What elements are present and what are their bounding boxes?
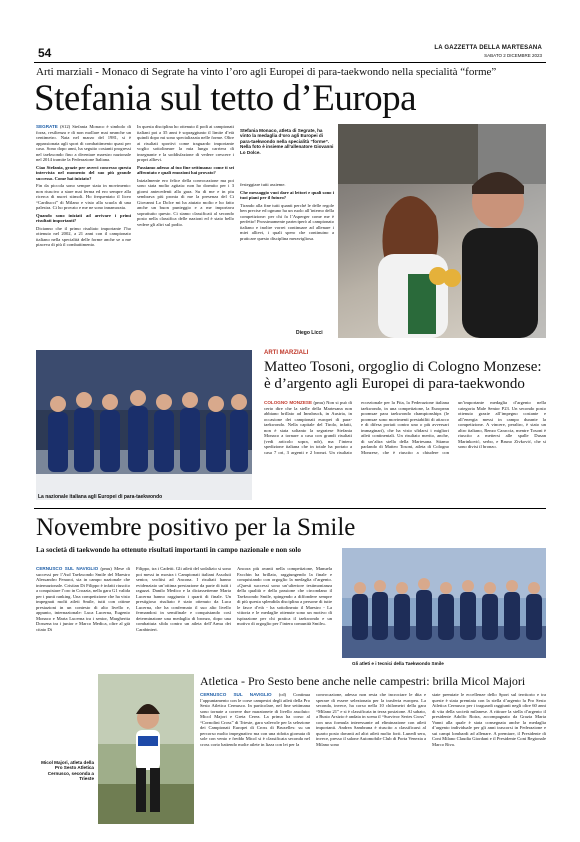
article1-col2 (137, 124, 234, 346)
article4-title: Atletica - Pro Sesto bene anche nelle campestri: brilla Micol Majori (200, 674, 526, 688)
article1-question: Passiamo adesso al tuo fine settimana: come ti sei affrontato e quali emozioni hai provato? (137, 164, 234, 175)
article3-col3 (237, 566, 332, 646)
article1-dateline: SEGRATE (36, 124, 58, 129)
article2-body (264, 400, 546, 498)
header-rule (34, 62, 546, 63)
article1-col3 (240, 182, 334, 332)
article1-col1 (36, 124, 131, 346)
stefania-photo-illustration (338, 124, 546, 338)
stefania-photo (338, 124, 546, 338)
article4-photo-caption: Micol Majori, atleta della Pro Sesto Atletica Cernusco, seconda a Trieste (41, 760, 94, 782)
article4-text: state premiate le eccellenze dello Sport sul territorio e tra queste è stata premiata con la stella d’argento la Pro Sesto Atletica Cernusco per i traguardi raggiunti negli oltre 60 anni di vita della società milanese. A ritirare la stella d’argento il presidente Adolfo Roira, accompagnato da Grazia Maria Vanni alla quale è stata consegnata anche la medaglia d’argento individuale per gli anni trascorsi in Federazione e sui campi lombardi ad allenare. A premiare, il Presidente di Coni Milano Claudia Giordani e il Presidente Coni Regionale Marco Riva. (432, 692, 546, 747)
article3-title: Novembre positivo per la Smile (36, 514, 356, 541)
article4-dateline: CERNUSCO SUL NAVIGLIO (200, 692, 272, 697)
article1-paragraph: Dicianno che il primo risultato importante l’ho ottenuto nel 2002, a 21 anni con il campionato italiano nella specialità delle forme anche se a me piaceva di più il combattimento. (36, 225, 131, 247)
article4-col2 (316, 692, 426, 812)
issue-date: SABATO 2 DICEMBRE 2023 (484, 53, 542, 58)
article1-kicker: Arti marziali - Monaco di Segrate ha vinto l’oro agli Europei di para-taekwondo nella specialità “forme” (36, 66, 497, 78)
micol-photo (98, 674, 194, 824)
article1-title: Stefania sul tetto d’Europa (34, 78, 417, 119)
article1-question: Che messaggio vuoi dare ai lettori e quali sono i tuoi piani per il futuro? (240, 189, 334, 200)
article1-paragraph: Inizialmente ero felice della convocazione ma poi sono stata molto agitata: non ho dormito per i 3 giorni antecedenti alla gara. Su di me e in piu sembrava più pronta di me la presenza del Ct Giovanni Lo Dolce mi ha aiutato molto e ho fatto anche un buon punteggio e a me importava soprattutto questo. Ci siamo classificati al secondo posto nella classifica delle nazioni ed è stato bello vedere gli altri sul podio. (137, 177, 234, 227)
article2-dateline: COLOGNO MONZESE (264, 400, 313, 405)
article4-col1 (200, 692, 310, 812)
team-photo-illustration (36, 350, 252, 500)
newspaper-name: LA GAZZETTA DELLA MARTESANA (434, 45, 542, 51)
article2-dateline-code: (pmu) (313, 400, 325, 405)
article4-text: convocazione, adesso non resta che incrociare le dita e sperare di essere selezionata per la trasferta europea. La seconda, invece, ha corso nella 10 chilometri della gara “Milano 21” e si è classificata in terza posizione. Al sabato, a Busto Arsizio è andata in scena il “Survivor Series Cross” con una formula interessante ad eliminazione con atleti importanti. Andrea Sambrana è riuscito a classificarsi al quarto posto davanti ad altri atleti molto forti. Lunedì sera, invece, presso il salone Automobile Club di Porta Venezia a Milano sono (316, 692, 426, 747)
page-number: 54 (38, 46, 52, 60)
smile-team-photo (342, 548, 546, 658)
article4-col3 (432, 692, 546, 812)
article3-subtitle: La società di taekwondo ha ottenuto risultati importanti in campo nazionale e non solo (36, 546, 301, 554)
article1-dateline-code: (S12) (59, 124, 71, 129)
smile-team-photo-illustration (342, 548, 546, 658)
article3-dateline-code: (pmu) (100, 566, 112, 571)
article1-question: Ciao Stefania, grazie per averci concesso questa intervista nel momento del suo più grande successo. Come hai iniziato? (36, 164, 131, 181)
article2-section: ARTI MARZIALI (264, 350, 309, 356)
article1-paragraph: Stefania Monaco è simbolo di forza, resilienza e di non mollare mai neanche un centimetro. Nata nel marzo del 1981, si è appassionata agli sport di combattimento quasi per caso. Sono dopo anni, ha seguito costanti progressi nel taekwondo fino a diventare maestro nazionale nel 2014 tramite la Federazione Italiana. (36, 124, 131, 162)
section-rule (34, 508, 546, 509)
article1-paragraph: Fin da piccola sono sempre stata in movimento: non riuscivo a stare mai ferma ed ero sempre alla ricerca di nuovi stimoli. Ho frequentato il liceo “Cardiucci” di Milano e visto alla scuola di una palestra. Ci ho provato e me ne sono innamorata. (36, 183, 131, 210)
article1-question: Quando sono iniziati ad arrivare i primi risultati importanti? (36, 212, 131, 223)
article1-photo-caption: Stefania Monaco, atleta di Segrate, ha vinto la medaglia d’oro agli Europei di para-taekwondo nella specialità “forme”. Nella foto è insieme all’allenatore Giovanni Lo Dolce. (240, 128, 334, 155)
article3-dateline: CERNUSCO SUL NAVIGLIO (36, 566, 99, 571)
micol-photo-illustration (98, 674, 194, 824)
article1-paragraph: festeggiare tutti assieme. (240, 182, 286, 187)
article3-col2 (136, 566, 231, 646)
article2-photo-caption: La nazionale italiana agli Europei di para-taekwondo (38, 494, 163, 500)
article3-photo-caption: Gli atleti e i tecnici della Taekwondo Smile (352, 661, 444, 666)
article3-col1 (36, 566, 130, 646)
article4-dateline-code: (cd) (278, 692, 287, 697)
article2-title: Matteo Tosoni, orgoglio di Cologno Monzese: è d’argento agli Europei di para-taekwondo (264, 359, 542, 392)
article3-text: Ancora più avanti nella competizione, Manuela Facchin ha brillato, raggiungendo la finale e conquistando con orgoglio la medaglia d’argento. «Questi successi sono un’ulteriore testimonianza della qualità e della passione che circondano il Taekwondo Smile, spingendo a diffondere sempre di più questa splendida disciplina a persone di tutte le fasce d’età - ha sottolineato il Maestro - La vittoria e le medaglie ottenute sono un motivo di ispirazione per chi pratica il taekwondo e un motivo di orgoglio per l’intera comunità Smile». (237, 566, 332, 626)
article3-text: Filippo, tra i Cadetti. Gli atleti del sodalizio si sono poi messi in mostra i Campionati italiani Assoluti senior, svoltisi ad Ancona. I risultati hanno evidenziato un’ottima prestazione da parte di tutti i ragazzi. Danilo Medico e la diciassettenne Marta Lucerna hanno raggiunto i quarti di finale. Un prestigioso risultato è stato ottenuto da Luca Lucerna, che ha confermato il suo alto livello fermandosi in semifinale e conquistando così determinatone una medaglia di bronzo, dopo una combattuta sfida contro un atleta dell’Arma dei Carabinieri. (136, 566, 231, 632)
article1-paragraph: Tirando alla fine tutti quanti perché le delle regole ben precise ed ognuno ha un ruolo all’interno della competizione: per chi fa l’Asperger come me è perfetto! Prossimamente parteciperò al campionato italiano e inoltre vorrei continuare ad allenare i miei allievi, i quali spero che continuino a praticare questo disciplina meravigliosa. (240, 202, 334, 241)
article1-paragraph: In questa disciplina ho ottenuto il podi ai campionati italiani poi a 35 anni è sopraggiunto il limite d’età quindi dopo mi sono specializzata nelle forme. Oltre ai risultati sportivi come traguardo importante voglio sottolineare la mia lunga carriera di insegnante e la soddisfazione di vedere crescere i propri allievi. (137, 124, 234, 162)
article3-text: Mese di successi per l’Asd Taekwondo Smile del Maestro Alessandro Fenaroi, sia in campo nazionale che internazionale. Cristian Di Filippo è infatti riuscito a conquistare l’oro in Croazia, nella gara G1 valida per i punti ranking. Una competizione che ha visto impegnati molti atleti Smile, tutti con ottime prestazioni in un contesto di alto livello e, appunto, internazionale: Luca Lucerna, Eugenio Monaco e Marta Lucerna tra i senior, Margherita Dossena tra i junior e Marco Medica, oltre al già citato Di (36, 566, 130, 632)
article4-text: Continua l’appuntamento con le corse campestri degli atleti della Pro Sesto Atletica Cernusco. In particolare, nel fine settimana sono tornate a correre due maratonete di livello assoluto: Micol Majori e Greta Cerea. La prima ha corso al “Cornolini Cross” di Trieste, gara valevole per la selezione dei Campionati Europei di Cross di Bruxelles: su un percorso molto impegnativo ma con una ridotta giornata di sole con vento e freddo Micol si è classificata seconda nel cross corto battendo molte atlete in lizza con lei per la (200, 692, 310, 747)
team-photo (36, 350, 252, 500)
article1-byline: Diego Licci (296, 330, 323, 336)
article2-text: Non si può di certo dire che la stelle della Martesana non abbiano brillato ad Innsbruck, in Austria, in occasione dei campionati europei di para-taekwondo. Nella capitale del Tirolo, infatti, non è stata soltanto la segratese Stefania Monaco a tornare a casa con grandi risultati (vedi articolo sopra, ndr), ma l’intera spedizione italiana che in totale ha portato a casa 7 ori, 3 argenti e 2 bronzi. Un risultato eccezionale per la Fita, la Federazione italiana taekwondo, in una competizione, la European poomsae para taekwondo championships (le poomsae sono movimenti prestabiliti di attacco e di difesa portati contro uno o più avversari immaginari), che ha visto sfidarsi i migliori atleti continentali. Un risultato merito, anche, di un’altra stella della Martesana. Stiamo parlando di Matteo Tosoni, atleta di Cologno Monzese, che è riuscito a chiudere con un’importante medaglia d’argento nella categoria Male Senior P23. Un secondo posto ottenuto grazie all’impegno costante e all’energia messi in campo durante la competizione. A vincere, peraltro, è stato un altro italiano, Renzo Caraccia, mentre Tosoni è riuscito a mettersi alle spalle Dusan Marinković, serbo, e Bruno Zivković, che si sono divisi il bronzo. (264, 400, 546, 455)
